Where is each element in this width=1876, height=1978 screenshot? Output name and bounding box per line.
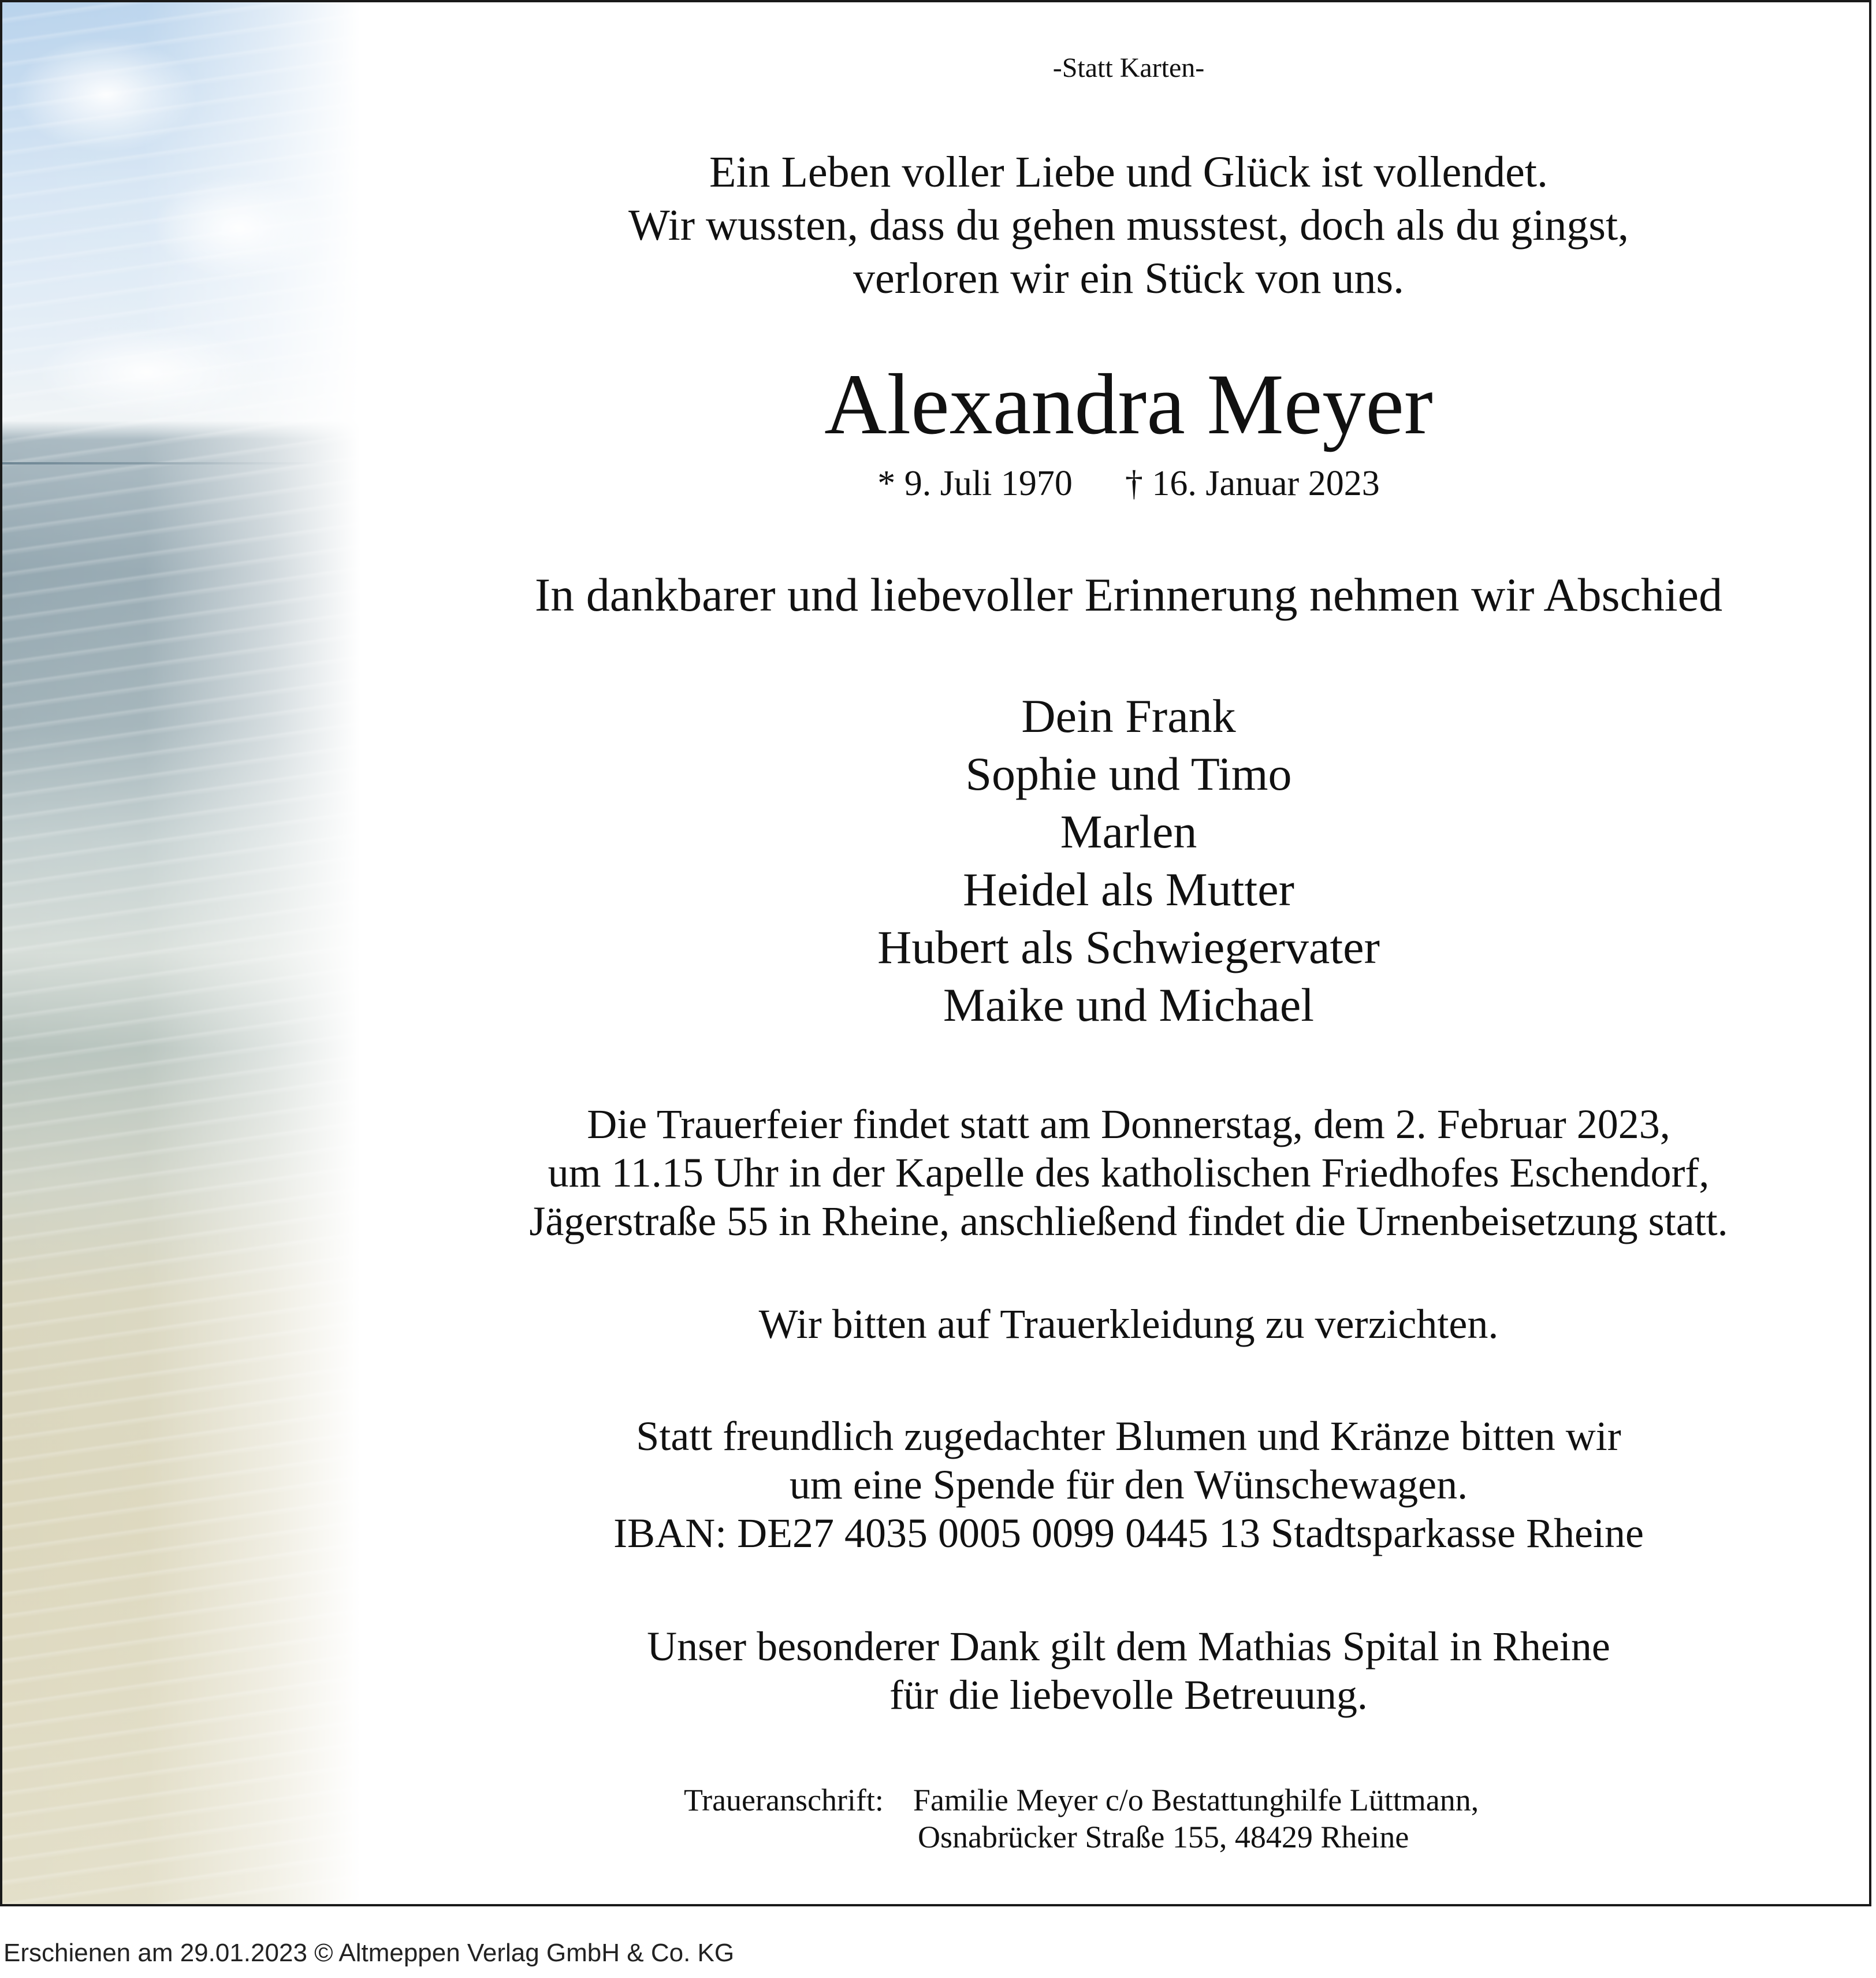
statt-karten-header: -Statt Karten- xyxy=(1052,53,1205,83)
ceremony-line-1: Die Trauerfeier findet statt am Donnerstag, dem 2. Februar 2023, xyxy=(587,1101,1670,1147)
mourner-name: Hubert als Schwiegervater xyxy=(877,921,1380,973)
birth-date: * 9. Juli 1970 xyxy=(877,464,1073,503)
sea-horizon xyxy=(2,462,360,464)
cloud xyxy=(14,37,199,153)
verse-line-1: Ein Leben voller Liebe und Glück ist vollendet. xyxy=(709,148,1549,196)
mourner-name: Dein Frank xyxy=(1021,690,1236,742)
donation-line-1: Statt freundlich zugedachter Blumen und Kränze bitten wir xyxy=(636,1413,1621,1459)
address-row-2 xyxy=(684,1819,1608,1856)
death-date: † 16. Januar 2023 xyxy=(1125,464,1380,503)
ceremony-line-2: um 11.15 Uhr in der Kapelle des katholischen Friedhofes Eschendorf, xyxy=(548,1150,1710,1196)
ceremony-line-3: Jägerstraße 55 in Rheine, anschließend findet die Urnenbeisetzung statt. xyxy=(529,1198,1728,1244)
mourner-name: Marlen xyxy=(1060,805,1197,858)
address-row-1 xyxy=(684,1782,1608,1819)
address-line-2: Osnabrücker Straße 155, 48429 Rheine xyxy=(918,1820,1409,1854)
farewell-line: In dankbarer und liebevoller Erinnerung nehmen wir Abschied xyxy=(534,568,1723,621)
mourner-name: Sophie und Timo xyxy=(965,748,1292,800)
beach-photo xyxy=(2,2,360,1904)
dress-request: Wir bitten auf Trauerkleidung zu verzichten. xyxy=(758,1301,1499,1347)
mourner-name: Maike und Michael xyxy=(943,979,1315,1031)
mourning-address xyxy=(684,1782,1608,1856)
life-dates xyxy=(407,463,1851,504)
verse-line-3: verloren wir ein Stück von uns. xyxy=(853,254,1405,303)
cloud xyxy=(152,176,326,280)
address-label: Traueranschrift: xyxy=(684,1783,884,1817)
donation-line-2: um eine Spende für den Wünschewagen. xyxy=(789,1462,1468,1508)
notice-content xyxy=(407,2,1851,1904)
publication-footer: Erschienen am 29.01.2023 © Altmeppen Verlag GmbH & Co. KG xyxy=(3,1939,735,1967)
cloud xyxy=(37,326,256,418)
deceased-name: Alexandra Meyer xyxy=(824,356,1433,452)
mourner-name: Heidel als Mutter xyxy=(963,863,1294,916)
verse-line-2: Wir wussten, dass du gehen musstest, doch als du gingst, xyxy=(628,201,1629,250)
thanks-line-1: Unser besonderer Dank gilt dem Mathias Spital in Rheine xyxy=(647,1623,1610,1670)
thanks-line-2: für die liebevolle Betreuung. xyxy=(889,1672,1368,1718)
donation-iban: IBAN: DE27 4035 0005 0099 0445 13 Stadtsparkasse Rheine xyxy=(613,1510,1644,1556)
address-line-1: Familie Meyer c/o Bestattunghilfe Lüttmann, xyxy=(913,1783,1479,1817)
